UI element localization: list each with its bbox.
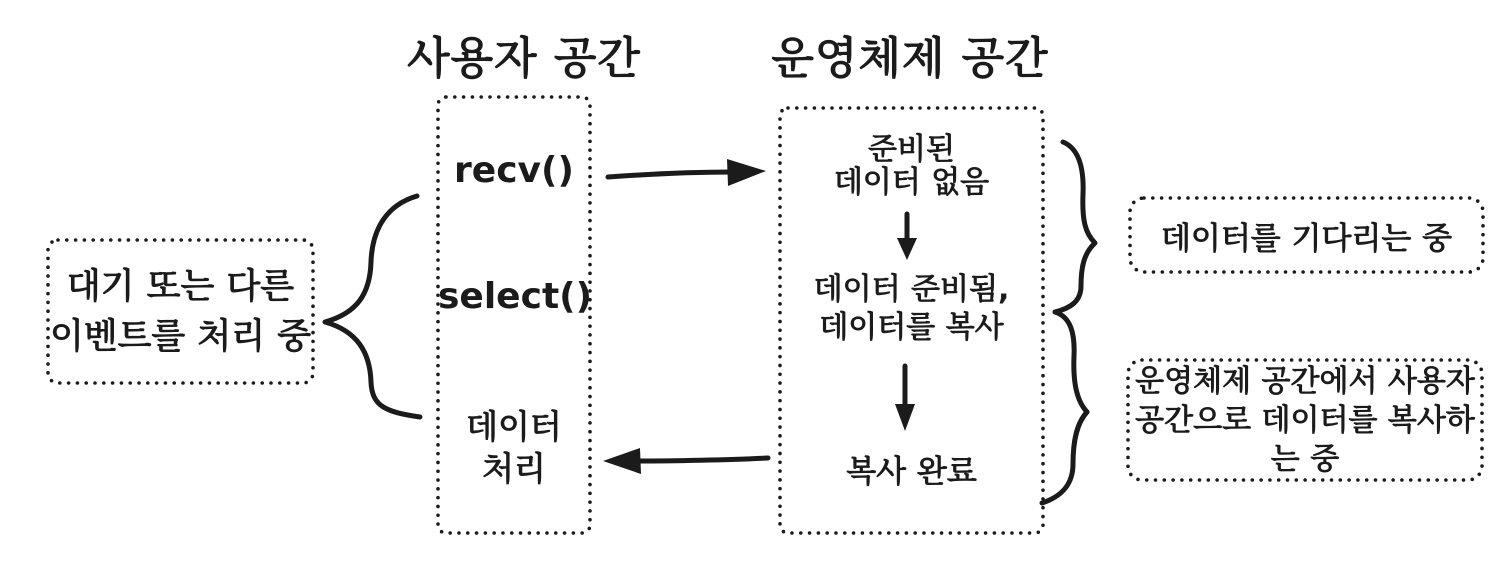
no-data-ready-line1: 준비된 [868, 132, 955, 167]
step1-to-step2-arrow [897, 214, 917, 260]
step2-to-step3-arrow [895, 366, 915, 431]
waiting-data-note-box [1130, 198, 1483, 272]
right-curly-brace-top [1055, 142, 1095, 312]
data-ready-copy-line1: 데이터 준비됨, [813, 272, 1010, 307]
copying-data-note-box [1128, 360, 1482, 480]
os-to-process-arrow [603, 448, 768, 474]
process-data-line2: 처리 [482, 449, 546, 488]
idle-note-line1: 대기 또는 다른 [66, 266, 295, 307]
idle-note-box [48, 240, 313, 383]
idle-note-line2: 이벤트를 처리 중 [49, 316, 312, 357]
waiting-data-note-label: 데이터를 기다리는 중 [1160, 220, 1453, 257]
process-data-line1: 데이터 [466, 407, 562, 446]
right-curly-brace-bottom [1042, 312, 1087, 503]
user-space-header: 사용자 공간 [407, 33, 641, 84]
data-ready-copy-line2: 데이터를 복사 [819, 310, 1004, 345]
select-label: select() [438, 276, 593, 317]
copying-data-note-line2: 공간으로 데이터를 복사하는 중 [1135, 402, 1475, 477]
process-data-label [438, 406, 590, 490]
recv-label: recv() [454, 150, 574, 191]
copy-complete-label: 복사 완료 [846, 454, 977, 490]
no-data-ready-line2: 데이터 없음 [833, 165, 990, 200]
data-ready-copy-label [780, 271, 1043, 347]
copying-data-note-line1: 운영체제 공간에서 사용자 [1135, 363, 1475, 399]
no-data-ready-label [780, 133, 1043, 199]
left-curly-brace [325, 196, 420, 417]
recv-to-os-arrow [608, 159, 766, 186]
os-space-header: 운영체제 공간 [771, 33, 1049, 84]
